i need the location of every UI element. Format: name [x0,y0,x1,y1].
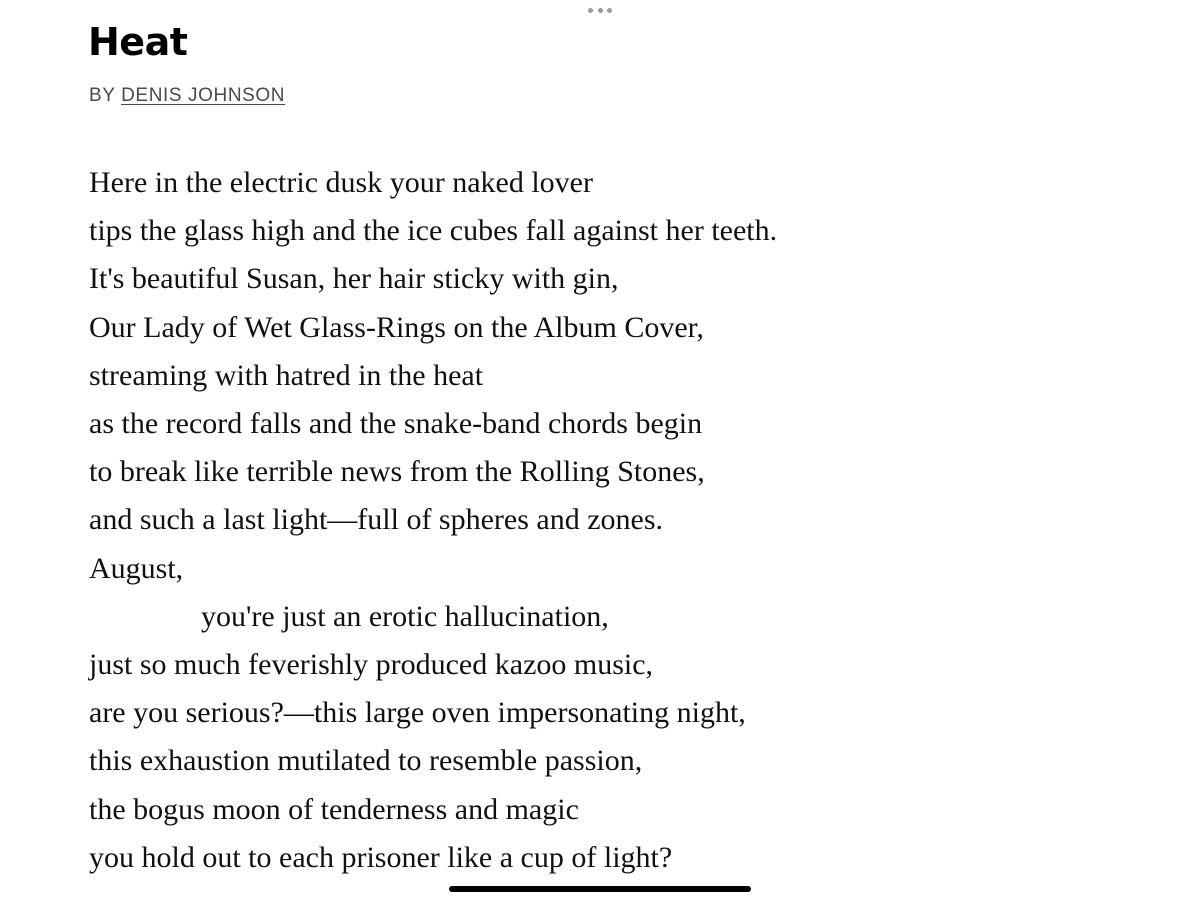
author-link[interactable]: DENIS JOHNSON [121,85,286,106]
poem-body [89,159,777,882]
more-dots-icon[interactable] [588,4,612,16]
poem-line: streaming with hatred in the heat [89,358,484,392]
poem-line: are you serious?—this large oven impersonating night, [89,696,746,730]
byline-prefix: BY [89,85,116,106]
poem-line: It's beautiful Susan, her hair sticky with gin, [89,262,619,296]
poem-line: this exhaustion mutilated to resemble passion, [89,744,643,778]
poem-line: as the record falls and the snake-band chords begin [89,407,703,441]
home-indicator[interactable] [449,886,751,892]
dot [598,8,603,13]
poem-line: to break like terrible news from the Rolling Stones, [89,455,705,489]
poem-line: Here in the electric dusk your naked lover [89,166,593,199]
dot [588,8,593,13]
poem-line: and such a last light—full of spheres and zones. [89,503,664,537]
byline [89,84,285,108]
poem-line: the bogus moon of tenderness and magic [89,792,579,826]
poem-line: August, [89,551,184,585]
poem-line-indented: you're just an erotic hallucination, [201,599,609,633]
poem-line: Our Lady of Wet Glass-Rings on the Album Cover, [89,310,704,344]
poem-title: Heat [88,20,188,64]
poem-line: you hold out to each prisoner like a cup of light? [89,840,673,874]
poem-line: tips the glass high and the ice cubes fall against her teeth. [89,214,778,248]
poem-line: just so much feverishly produced kazoo music, [89,648,654,682]
dot [607,8,612,13]
